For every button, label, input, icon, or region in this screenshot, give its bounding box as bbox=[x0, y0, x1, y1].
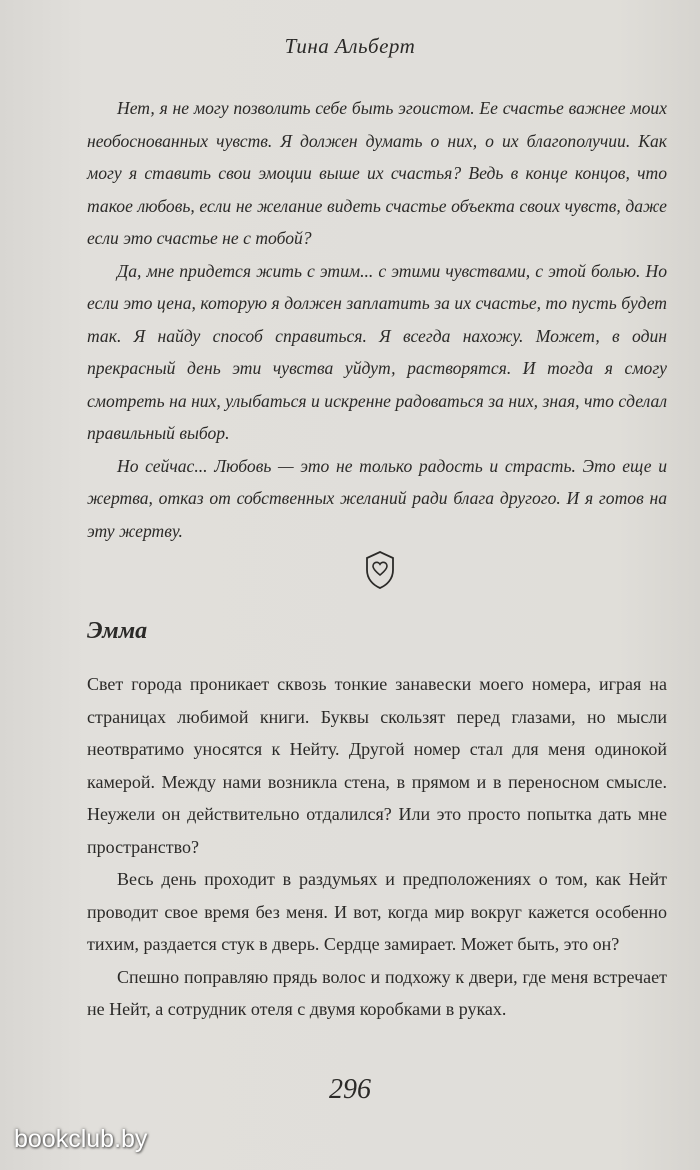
narrative-paragraph: Весь день проходит в раздумьях и предположениях о том, как Нейт проводит свое время без меня. И вот, когда мир вокруг кажется особенно тихим, раздается стук в дверь. Сердце замирает. Может быть, это он? bbox=[87, 869, 667, 954]
narrative-paragraph: Свет города проникает сквозь тонкие занавески моего номера, играя на страницах любимой книги. Буквы скользят перед глазами, но мысли неотвратимо уносятся к Нейту. Другой номер стал для меня одинокой камерой. Между нами возникла стена, в прямом и в переносном смысле. Неужели он действительно отдалился? Или это просто попытка дать мне пространство? bbox=[87, 674, 667, 857]
watermark: bookclub.by bbox=[14, 1125, 148, 1153]
letter-paragraph: Нет, я не могу позволить себе быть эгоистом. Ее счастье важнее моих необоснованных чувств. Я должен думать о них, о их благополучии. Как могу я ставить свои эмоции выше их счастья? Ведь в конце концов, что такое любовь, если не желание видеть счастье объекта своих чувств, даже если это счастье не с тобой? bbox=[87, 98, 667, 248]
heart-shield-icon bbox=[362, 550, 398, 590]
page-number: 296 bbox=[329, 1074, 371, 1105]
letter-paragraph: Да, мне придется жить с этим... с этими чувствами, с этой болью. Но если это цена, которую я должен заплатить за их счастье, то пусть будет так. Я найду способ справиться. Я всегда нахожу. Может, в один прекрасный день эти чувства уйдут, растворятся. И тогда я смогу смотреть на них, улыбаться и искренне радоваться за них, зная, что сделал правильный выбор. bbox=[87, 260, 667, 443]
letter-text bbox=[87, 92, 667, 547]
section-title: Эмма bbox=[87, 618, 148, 644]
narrative-text bbox=[87, 668, 667, 1026]
letter-paragraph: Но сейчас... Любовь — это не только радость и страсть. Это еще и жертва, отказ от собственных желаний ради блага другого. И я готов на эту жертву. bbox=[87, 455, 667, 541]
running-title: Тина Альберт bbox=[284, 34, 416, 58]
narrative-paragraph: Спешно поправляю прядь волос и подхожу к двери, где меня встречает не Нейт, а сотрудник отеля с двумя коробками в руках. bbox=[87, 966, 667, 1019]
